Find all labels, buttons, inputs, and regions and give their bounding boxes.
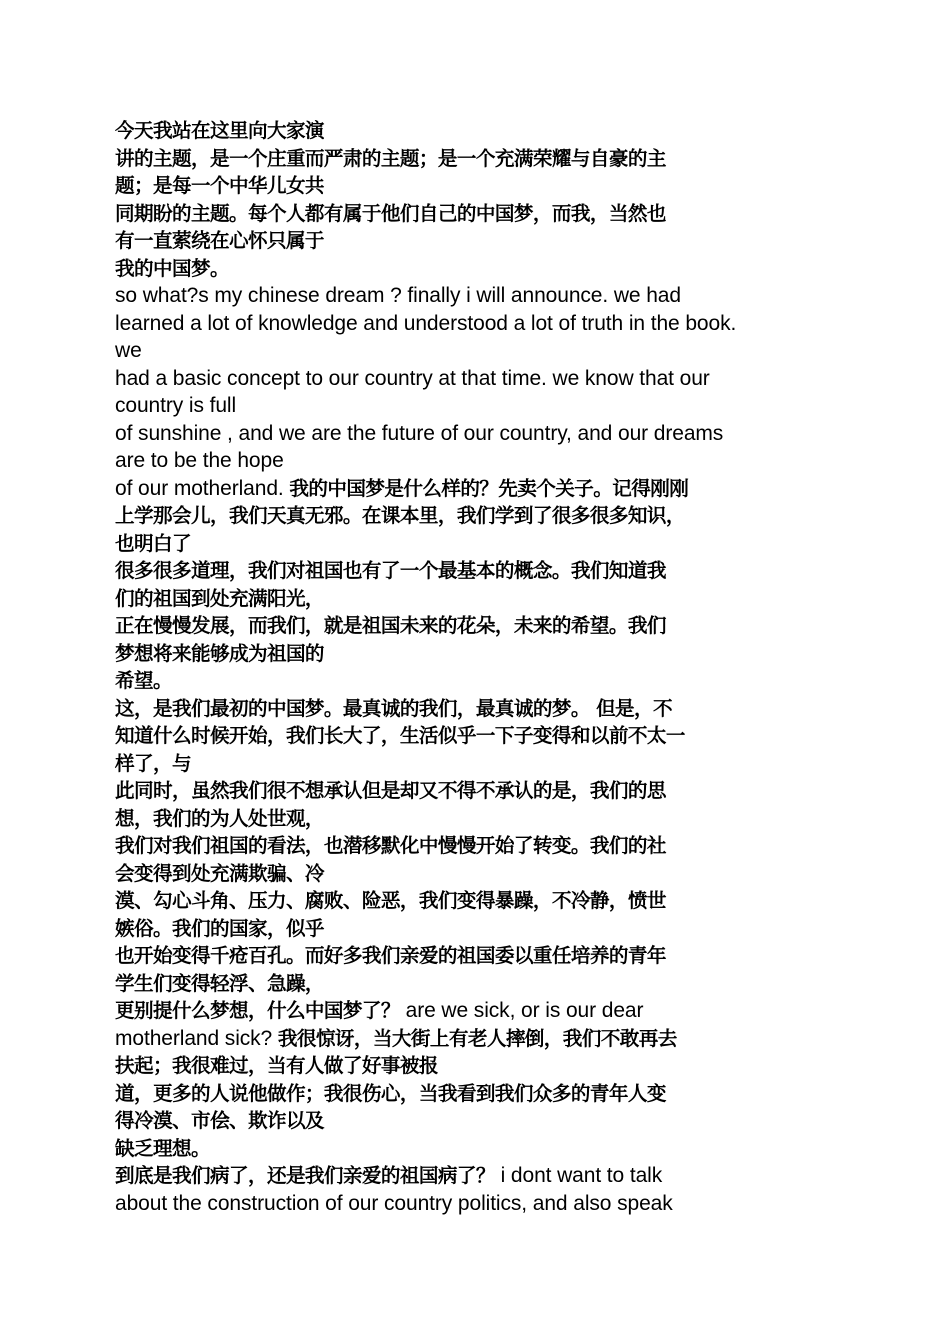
chinese-text: 很多很多道理，我们对祖国也有了一个最基本的概念。我们知道我 [115, 559, 666, 582]
text-line [115, 997, 840, 1025]
text-line [115, 695, 840, 723]
chinese-text: 讲的主题，是一个庄重而严肃的主题；是一个充满荣耀与自豪的主 [115, 146, 666, 170]
chinese-text: 上学那会儿，我们天真无邪。在课本里，我们学到了很多很多知识， [115, 504, 685, 527]
text-line [115, 1025, 840, 1053]
chinese-text: 嫉俗。我们的国家，似乎 [115, 916, 324, 940]
chinese-text: 题；是每一个中华儿女共 [115, 174, 324, 197]
chinese-text: 梦想将来能够成为祖国的 [115, 641, 324, 665]
text-line [115, 172, 840, 200]
chinese-text: 这，是我们最初的中国梦。最真诚的我们，最真诚的梦。 但是，不 [115, 696, 673, 720]
text-line [115, 640, 840, 668]
chinese-text: 漠、勾心斗角、压力、腐败、险恶，我们变得暴躁，不冷静，愤世 [115, 889, 666, 912]
text-line [115, 1107, 840, 1135]
chinese-text: 我们对我们祖国的看法，也潜移默化中慢慢开始了转变。我们的社 [115, 834, 666, 857]
text-line [115, 420, 840, 448]
text-line [115, 942, 840, 970]
text-line [115, 145, 840, 173]
text-line [115, 750, 840, 778]
chinese-text: 到底是我们病了，还是我们亲爱的祖国病了？ [115, 1164, 495, 1187]
chinese-text: 我的中国梦。 [115, 256, 229, 280]
text-line [115, 832, 840, 860]
chinese-text: 此同时，虽然我们很不想承认但是却又不得不承认的是，我们的思 [115, 779, 666, 802]
text-line [115, 1135, 840, 1163]
text-line [115, 227, 840, 255]
chinese-text: 道，更多的人说他做作；我很伤心，当我看到我们众多的青年人变 [115, 1081, 666, 1105]
chinese-text: 知道什么时候开始，我们长大了，生活似乎一下子变得和以前不太一 [115, 724, 685, 747]
text-line [115, 392, 840, 420]
chinese-text: 也开始变得千疮百孔。而好多我们亲爱的祖国委以重任培养的青年 [115, 944, 666, 967]
text-line [115, 200, 840, 228]
english-text: had a basic concept to our country at that time. we know that our [115, 366, 710, 390]
text-line [115, 1162, 840, 1190]
english-text: of sunshine , and we are the future of our country, and our dreams [115, 421, 724, 445]
english-text: learned a lot of knowledge and understood a lot of truth in the book. [115, 311, 737, 335]
text-line [115, 887, 840, 915]
text-line [115, 667, 840, 695]
text-line [115, 915, 840, 943]
chinese-text: 想，我们的为人处世观， [115, 806, 324, 830]
text-line [115, 585, 840, 613]
chinese-text: 同期盼的主题。每个人都有属于他们自己的中国梦，而我，当然也 [115, 201, 666, 225]
chinese-text: 样了，与 [115, 751, 191, 775]
english-text: about the construction of our country politics, and also speak [115, 1191, 673, 1215]
chinese-text: 得冷漠、市侩、欺诈以及 [115, 1109, 324, 1132]
text-line [115, 557, 840, 585]
chinese-text: 今天我站在这里向大家演 [115, 119, 324, 142]
text-line [115, 310, 840, 338]
english-text: of our motherland. [115, 476, 290, 500]
english-text: motherland sick? [115, 1026, 278, 1050]
chinese-text: 缺乏理想。 [115, 1136, 210, 1160]
text-line [115, 447, 840, 475]
chinese-text: 会变得到处充满欺骗、冷 [115, 861, 324, 885]
chinese-text: 扶起；我很难过，当有人做了好事被报 [115, 1054, 438, 1077]
chinese-text: 学生们变得轻浮、急躁， [115, 971, 324, 995]
text-line [115, 1080, 840, 1108]
chinese-text: 有一直萦绕在心怀只属于 [115, 229, 324, 252]
chinese-text: 也明白了 [115, 531, 191, 555]
document-body [115, 117, 840, 1217]
chinese-text: 更别提什么梦想，什么中国梦了？ [115, 999, 400, 1022]
text-line [115, 365, 840, 393]
chinese-text: 我的中国梦是什么样的？先卖个关子。记得刚刚 [289, 476, 689, 500]
text-line [115, 1190, 840, 1218]
text-line [115, 117, 840, 145]
chinese-text: 正在慢慢发展，而我们，就是祖国未来的花朵，未来的希望。我们 [115, 614, 666, 637]
english-text: so what?s my chinese dream ? finally i will announce. we had [115, 284, 681, 307]
text-line [115, 530, 840, 558]
english-text: i dont want to talk [494, 1164, 663, 1187]
text-line [115, 475, 840, 503]
text-line [115, 1052, 840, 1080]
text-line [115, 255, 840, 283]
english-text: we [115, 339, 142, 362]
text-line [115, 722, 840, 750]
english-text: are to be the hope [115, 449, 284, 472]
english-text: are we sick, or is our dear [399, 999, 644, 1022]
chinese-text: 们的祖国到处充满阳光， [115, 586, 324, 610]
english-text: country is full [115, 394, 237, 417]
text-line [115, 337, 840, 365]
chinese-text: 我很惊讶，当大街上有老人摔倒，我们不敢再去 [277, 1026, 677, 1050]
text-line [115, 612, 840, 640]
text-line [115, 805, 840, 833]
text-line [115, 777, 840, 805]
chinese-text: 希望。 [115, 669, 172, 692]
text-line [115, 970, 840, 998]
text-line [115, 860, 840, 888]
text-line [115, 502, 840, 530]
text-line [115, 282, 840, 310]
